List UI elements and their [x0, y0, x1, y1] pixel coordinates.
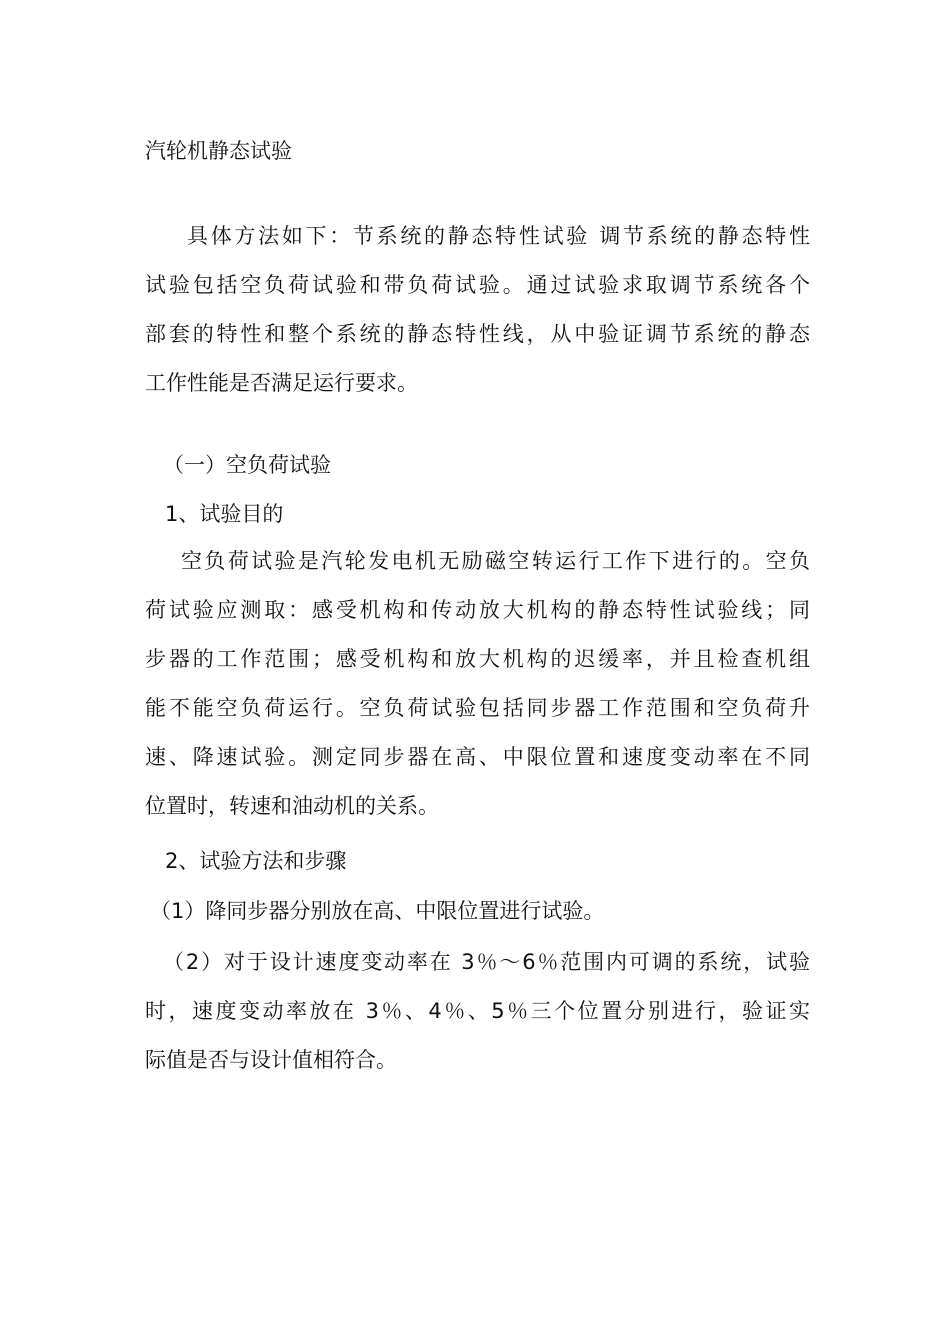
item1-line: 能不能空负荷运行。空负荷试验包括同步器工作范围和空负荷升	[145, 696, 810, 720]
intro-paragraph	[145, 212, 810, 408]
item1-paragraph	[145, 537, 810, 831]
item1-heading: 1、试验目的	[165, 502, 284, 526]
document-title: 汽轮机静态试验	[145, 139, 292, 163]
item1-line: 空负荷试验是汽轮发电机无励磁空转运行工作下进行的。空负	[181, 549, 810, 573]
item1-line: 荷试验应测取：感受机构和传动放大机构的静态特性试验线；同	[145, 598, 810, 622]
section-heading: （一）空负荷试验	[163, 453, 331, 477]
step1-text: （1）降同步器分别放在高、中限位置进行试验。	[150, 899, 605, 923]
intro-line: 部套的特性和整个系统的静态特性线，从中验证调节系统的静态	[145, 322, 810, 346]
item1-line: 步器的工作范围；感受机构和放大机构的迟缓率，并且检查机组	[145, 647, 810, 671]
step2-paragraph	[145, 938, 810, 1085]
intro-line: 试验包括空负荷试验和带负荷试验。通过试验求取调节系统各个	[145, 273, 810, 297]
intro-line: 工作性能是否满足运行要求。	[145, 371, 418, 395]
item1-line: 位置时，转速和油动机的关系。	[145, 794, 439, 818]
intro-line: 具体方法如下：节系统的静态特性试验 调节系统的静态特性	[187, 224, 810, 248]
step2-line: 际值是否与设计值相符合。	[145, 1048, 397, 1072]
step2-line: （2）对于设计速度变动率在 3％～6％范围内可调的系统，试验	[163, 950, 810, 974]
item1-line: 速、降速试验。测定同步器在高、中限位置和速度变动率在不同	[145, 745, 810, 769]
item2-heading: 2、试验方法和步骤	[165, 849, 347, 873]
step2-line: 时，速度变动率放在 3％、4％、5％三个位置分别进行，验证实	[145, 999, 810, 1023]
